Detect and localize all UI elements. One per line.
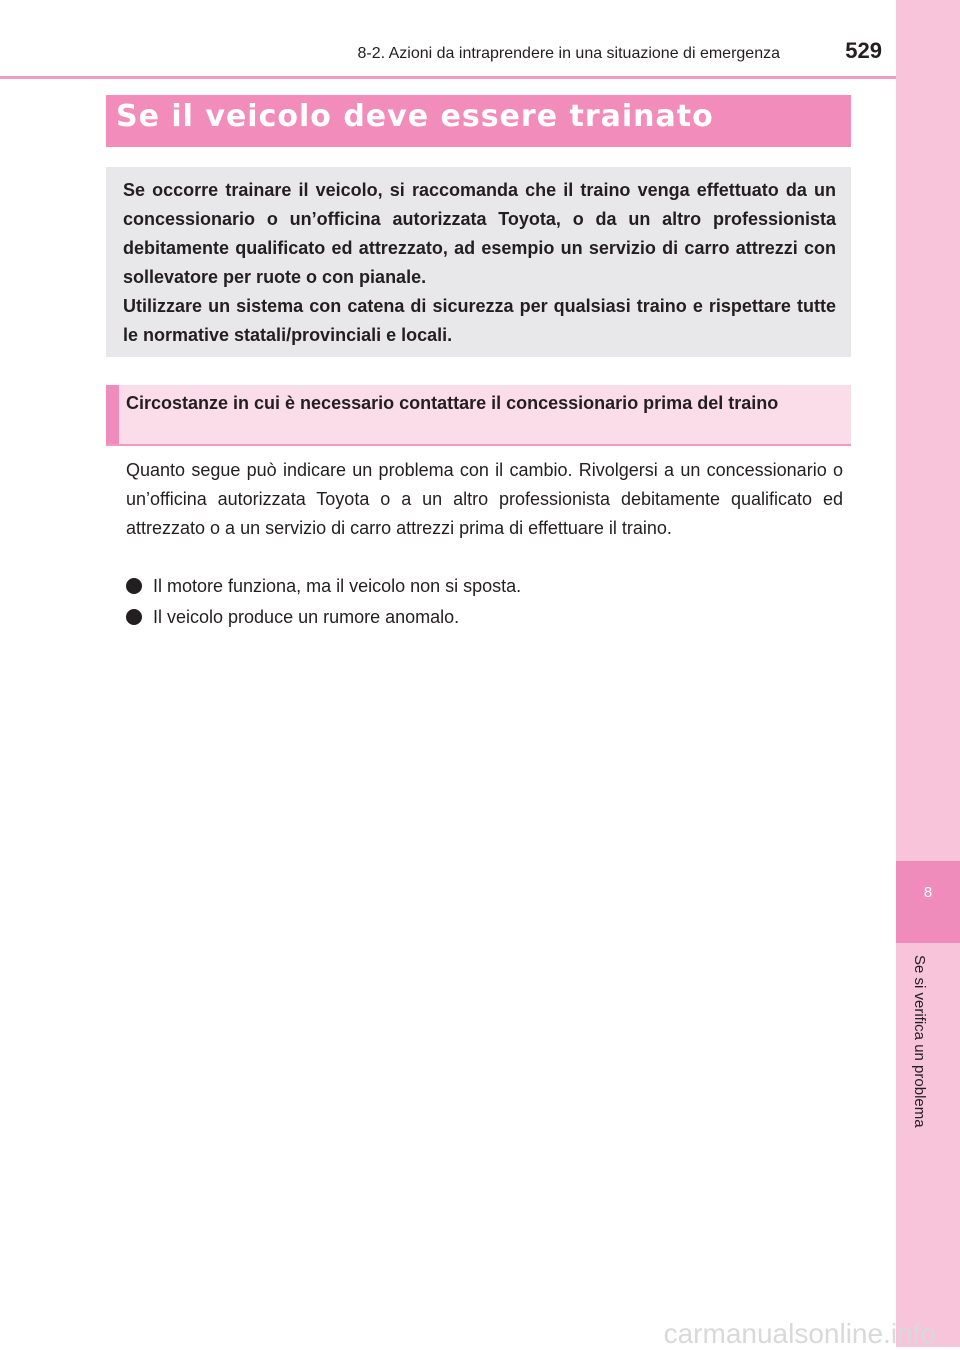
list-item-text: Il motore funziona, ma il veicolo non si sposta. bbox=[153, 576, 522, 596]
list-item-text: Il veicolo produce un rumore anomalo. bbox=[153, 607, 460, 627]
header-section-title: 8-2. Azioni da intraprendere in una situazione di emergenza bbox=[357, 45, 780, 62]
bullet-icon bbox=[126, 609, 142, 625]
list-item bbox=[126, 572, 843, 603]
body-paragraph: Quanto segue può indicare un problema con il cambio. Rivolgersi a un concessionario o un’officina autorizzata Toyota o a un altro professionista debitamente qualificato ed attrezzato o a un servizio di carro attrezzi prima di effettuare il traino. bbox=[126, 460, 843, 538]
intro-text bbox=[123, 176, 836, 350]
bullet-icon bbox=[126, 578, 142, 594]
watermark: carmanualsonline.info bbox=[663, 1318, 936, 1349]
chapter-label: Se si verifica un problema bbox=[911, 955, 928, 1128]
chapter-number: 8 bbox=[923, 884, 933, 901]
subheading-underline bbox=[106, 444, 851, 446]
intro-paragraph: Se occorre trainare il veicolo, si raccomanda che il traino venga effettuato da un concessionario o un’officina autorizzata Toyota, o da un altro professionista debitamente qualificato ed attrezzato, ad esempio un servizio di carro attrezzi con sollevatore per ruote o con pianale. bbox=[123, 180, 836, 287]
subheading-accent-bar bbox=[106, 385, 119, 446]
subheading: Circostanze in cui è necessario contattare il concessionario prima del traino bbox=[126, 393, 779, 413]
page-title: Se il veicolo deve essere trainato bbox=[116, 99, 714, 134]
chapter-tab-marker bbox=[896, 861, 960, 943]
bullet-list bbox=[126, 572, 843, 634]
header-divider bbox=[0, 76, 896, 79]
intro-paragraph: Utilizzare un sistema con catena di sicurezza per qualsiasi traino e rispettare tutte le normative statali/provinciali e locali. bbox=[123, 296, 836, 345]
page-number: 529 bbox=[845, 38, 882, 63]
list-item bbox=[126, 603, 843, 634]
